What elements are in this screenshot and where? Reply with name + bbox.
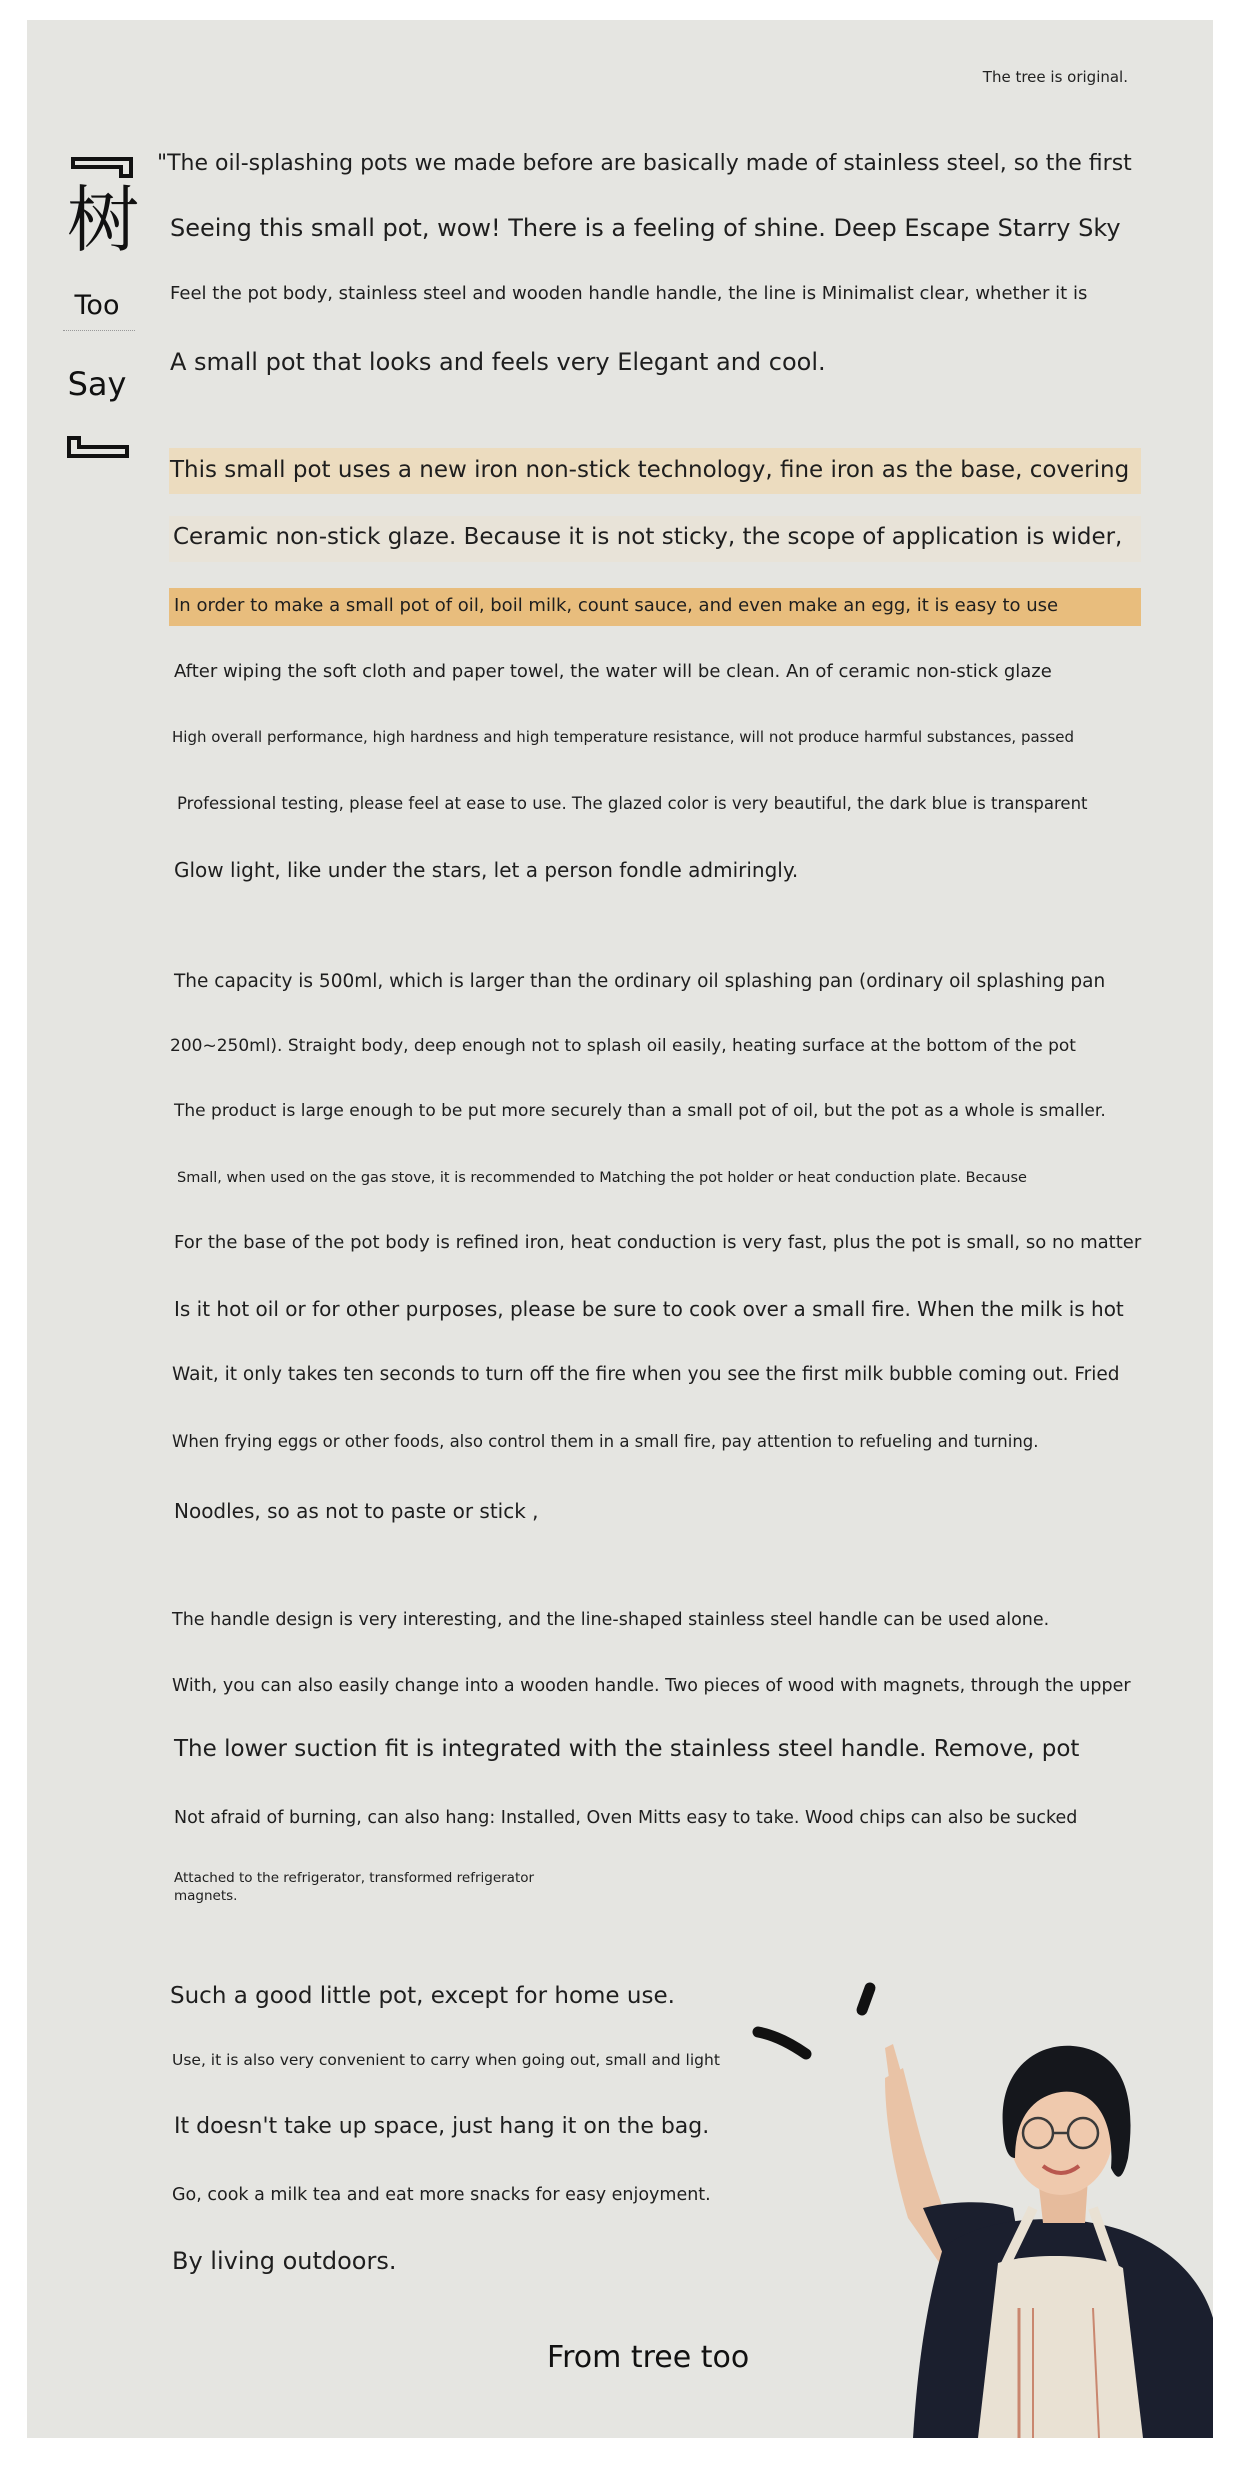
title-word-say: Say: [67, 365, 127, 403]
text-line: The handle design is very interesting, and the line-shaped stainless steel handle can be used alone.: [172, 1610, 1050, 1630]
text-line: It doesn't take up space, just hang it on the bag.: [174, 2114, 710, 2139]
text-line: The lower suction fit is integrated with the stainless steel handle. Remove, pot: [174, 1736, 1080, 1762]
text-line: By living outdoors.: [172, 2247, 397, 2275]
text-line: The capacity is 500ml, which is larger than the ordinary oil splashing pan (ordinary oil splashing pan: [174, 971, 1106, 992]
text-line: "The oil-splashing pots we made before are basically made of stainless steel, so the first: [157, 151, 1132, 176]
text-line: The product is large enough to be put more securely than a small pot of oil, but the pot as a whole is smaller.: [174, 1101, 1106, 1121]
title-bracket-top-icon: [71, 156, 133, 178]
text-line: With, you can also easily change into a wooden handle. Two pieces of wood with magnets, through the upper: [172, 1676, 1131, 1696]
text-line: After wiping the soft cloth and paper towel, the water will be clean. An of ceramic non-stick glaze: [174, 661, 1052, 682]
text-line: Wait, it only takes ten seconds to turn off the fire when you see the first milk bubble coming out. Fried: [172, 1364, 1120, 1385]
text-line: Noodles, so as not to paste or stick ,: [174, 1499, 539, 1523]
title-character: 树: [66, 178, 139, 262]
text-line: magnets.: [174, 1888, 238, 1904]
text-line: Go, cook a milk tea and eat more snacks for easy enjoyment.: [172, 2185, 711, 2205]
text-line: 200~250ml). Straight body, deep enough not to splash oil easily, heating surface at the bottom of the pot: [170, 1036, 1076, 1056]
text-line: Small, when used on the gas stove, it is recommended to Matching the pot holder or heat conduction plate. Because: [177, 1170, 1027, 1186]
text-line: Seeing this small pot, wow! There is a feeling of shine. Deep Escape Starry Sky: [170, 214, 1121, 242]
text-line: A small pot that looks and feels very Elegant and cool.: [170, 348, 826, 376]
text-line: Glow light, like under the stars, let a person fondle admiringly.: [174, 858, 799, 882]
text-line: For the base of the pot body is refined iron, heat conduction is very fast, plus the pot is small, so no matter: [174, 1232, 1142, 1253]
text-line: Is it hot oil or for other purposes, please be sure to cook over a small fire. When the milk is hot: [174, 1297, 1124, 1321]
original-note: The tree is original.: [982, 68, 1128, 86]
text-line: Attached to the refrigerator, transformed refrigerator: [174, 1870, 535, 1886]
person-pointing-illustration: [793, 2008, 1213, 2438]
text-line: Use, it is also very convenient to carry when going out, small and light: [172, 2051, 720, 2069]
title-bracket-bottom-icon: [67, 436, 129, 458]
signature: From tree too: [547, 2340, 750, 2375]
title-divider: [63, 330, 135, 331]
text-line: When frying eggs or other foods, also control them in a small fire, pay attention to refueling and turning.: [172, 1432, 1039, 1451]
text-line: Ceramic non-stick glaze. Because it is not sticky, the scope of application is wider,: [173, 524, 1123, 550]
text-line: This small pot uses a new iron non-stick technology, fine iron as the base, covering: [170, 457, 1130, 483]
title-word-too: Too: [74, 290, 120, 321]
text-line: Not afraid of burning, can also hang: Installed, Oven Mitts easy to take. Wood chips can also be sucked: [174, 1808, 1078, 1828]
text-line: Professional testing, please feel at ease to use. The glazed color is very beautiful, the dark blue is transparent: [177, 794, 1088, 813]
text-line: High overall performance, high hardness and high temperature resistance, will not produce harmful substances, passed: [172, 728, 1075, 746]
text-line: Such a good little pot, except for home use.: [170, 1983, 675, 2009]
article-page: [27, 20, 1213, 2438]
text-line: Feel the pot body, stainless steel and wooden handle handle, the line is Minimalist clear, whether it is: [170, 283, 1088, 304]
text-line: In order to make a small pot of oil, boil milk, count sauce, and even make an egg, it is easy to use: [174, 595, 1059, 616]
